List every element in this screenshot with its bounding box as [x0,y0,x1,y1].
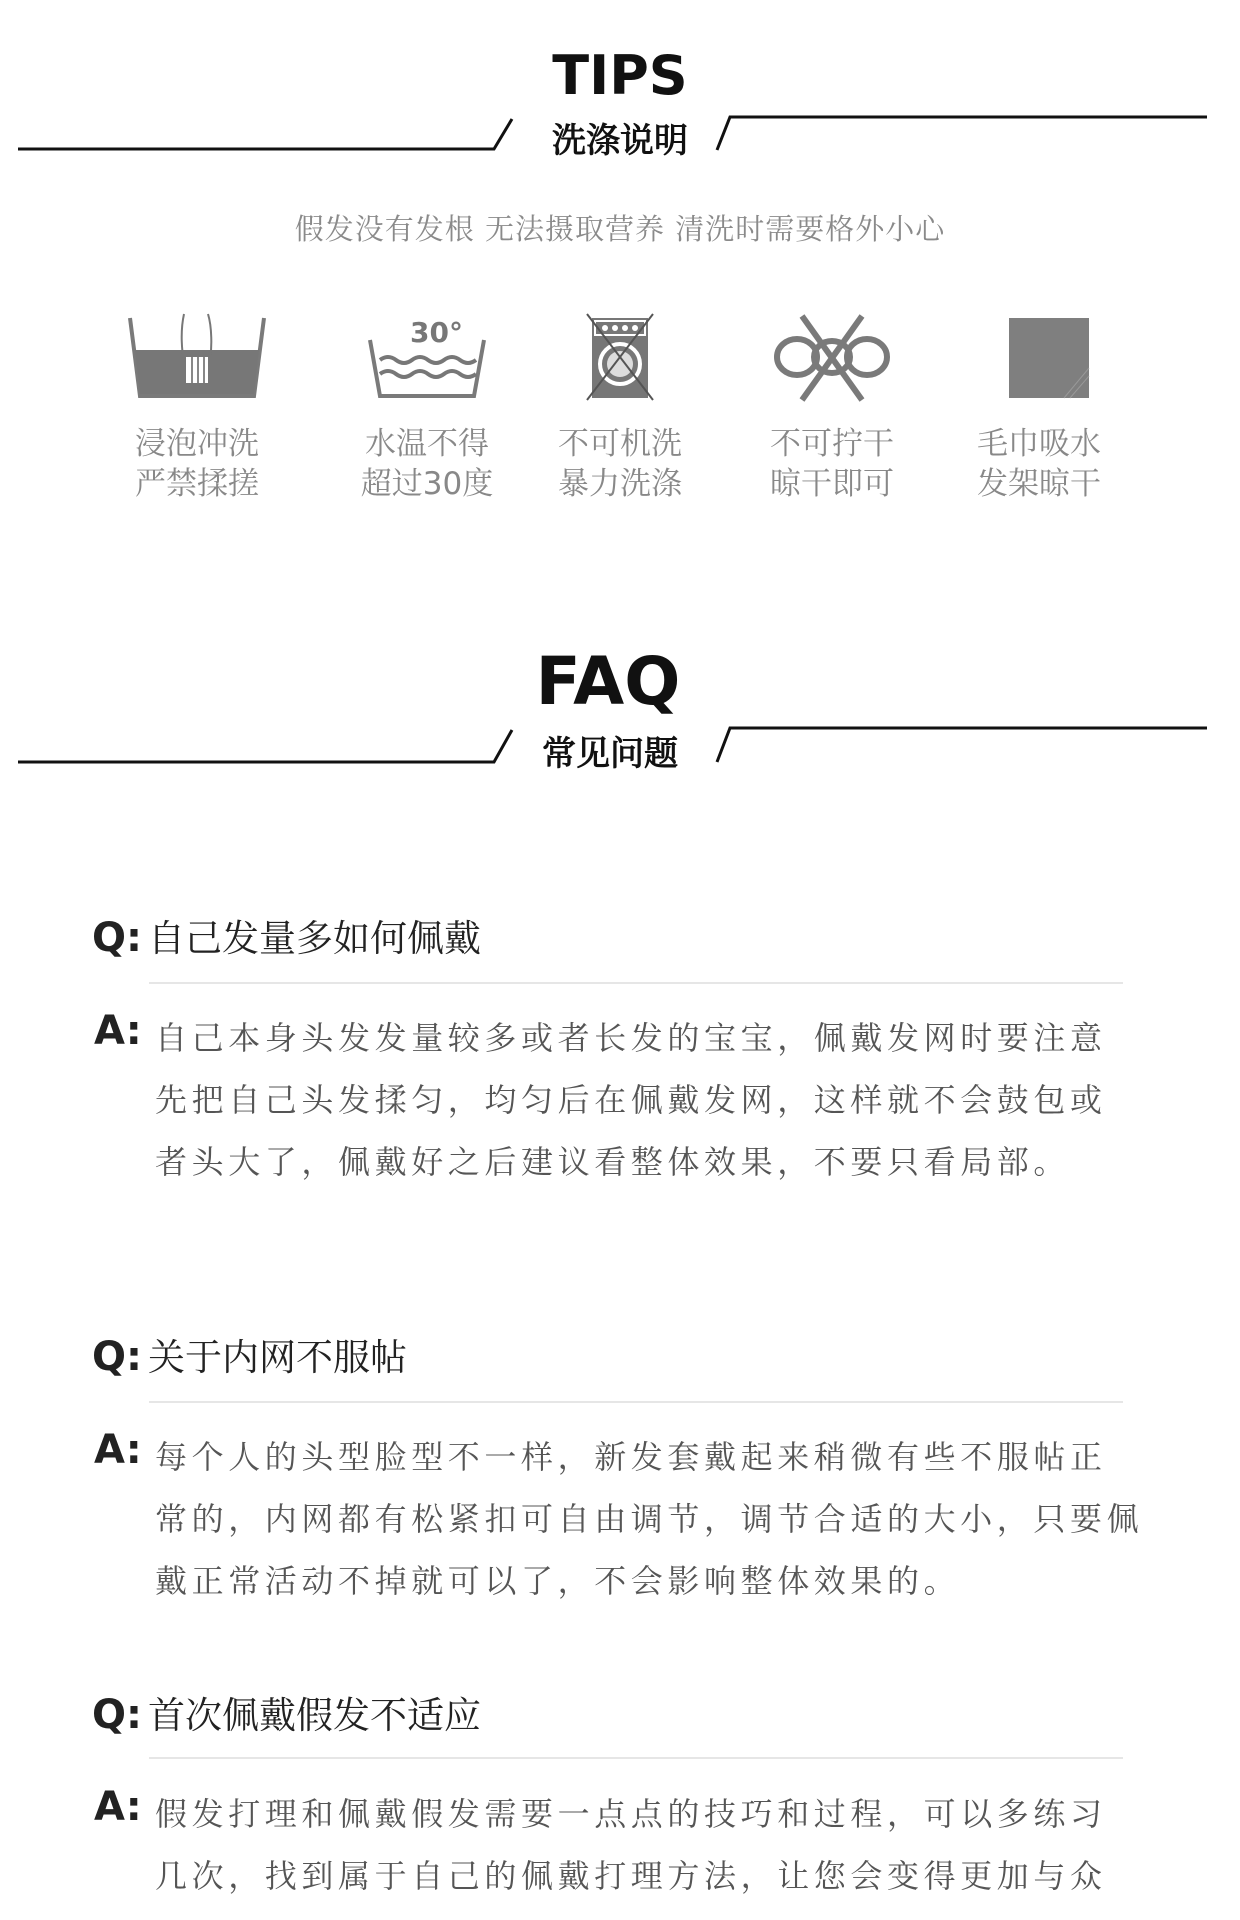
answer-mark: A: [94,1784,142,1830]
towel-dry-icon [974,312,1124,402]
tip-label: 水温不得 超过30度 [360,426,494,502]
faq-separator [149,1757,1123,1759]
answer-line: 者头大了，佩戴好之后建议看整体效果，不要只看局部。 [155,1143,1071,1181]
answer-line: 几次，找到属于自己的佩戴打理方法，让您会变得更加与众 [155,1857,1107,1895]
tip-label: 不可机洗 暴力洗涤 [558,426,682,502]
tips-title: TIPS [552,44,688,107]
answer-line: 假发打理和佩戴假发需要一点点的技巧和过程，可以多练习 [155,1795,1107,1833]
tip-label: 不可拧干 晾干即可 [770,426,894,502]
tips-subtitle: 洗涤说明 [552,121,688,161]
hand-wash-basin-icon [122,312,272,402]
tips-tagline: 假发没有发根 无法摄取营养 清洗时需要格外小心 [294,212,946,246]
wash-30-degrees-icon [352,312,502,402]
faq-question: Q: 自己发量多如何佩戴 [92,915,481,961]
answer-mark: A: [94,1008,142,1054]
tip-label: 毛巾吸水 发架晾干 [977,426,1101,502]
no-machine-wash-icon [545,312,695,402]
faq-separator [149,1401,1123,1403]
faq-separator [149,982,1123,984]
answer-mark: A: [94,1427,142,1473]
no-wring-icon [757,312,907,402]
svg-text:30°: 30° [410,316,463,349]
answer-line: 常的，内网都有松紧扣可自由调节，调节合适的大小，只要佩 [155,1500,1144,1538]
answer-line: 自己本身头发发量较多或者长发的宝宝，佩戴发网时要注意 [155,1019,1107,1057]
faq-question: Q: 关于内网不服帖 [92,1334,407,1380]
answer-line: 每个人的头型脸型不一样，新发套戴起来稍微有些不服帖正 [155,1438,1107,1476]
faq-question: Q: 首次佩戴假发不适应 [92,1692,481,1738]
faq-subtitle: 常见问题 [542,734,678,774]
answer-line: 戴正常活动不掉就可以了，不会影响整体效果的。 [155,1562,961,1600]
tip-label: 浸泡冲洗 严禁揉搓 [135,426,259,502]
faq-title: FAQ [535,643,681,720]
answer-line: 先把自己头发揉匀，均匀后在佩戴发网，这样就不会鼓包或 [155,1081,1107,1119]
